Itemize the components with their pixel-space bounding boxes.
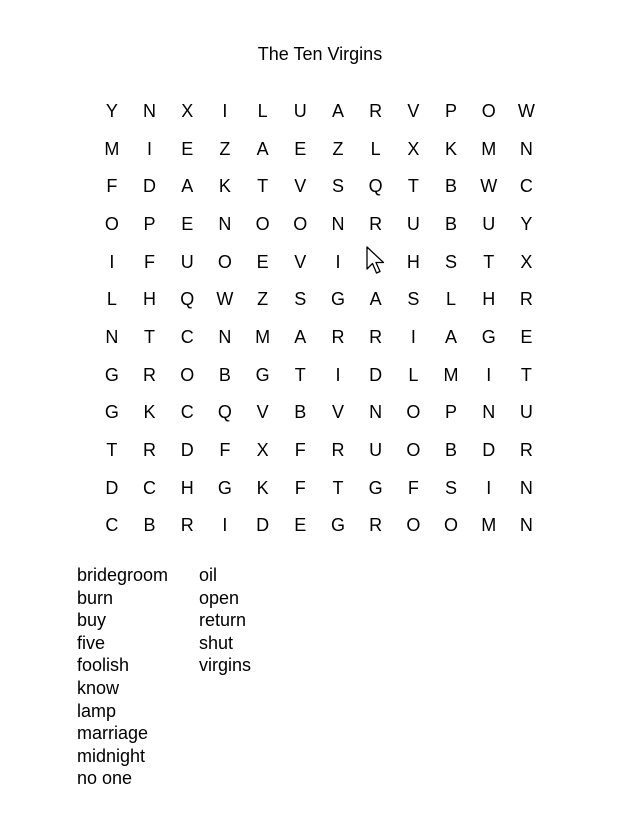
- grid-letter: W: [480, 176, 498, 197]
- grid-letter: M: [104, 138, 120, 159]
- grid-letter: U: [369, 440, 383, 461]
- grid-letter: F: [294, 477, 306, 498]
- grid-letter: P: [445, 402, 458, 423]
- grid-letter: Y: [105, 100, 118, 121]
- grid-letter: R: [519, 289, 533, 310]
- grid-letter: G: [104, 364, 119, 385]
- grid-letter: C: [143, 477, 157, 498]
- grid-letter: A: [294, 326, 307, 347]
- grid-letter: I: [147, 138, 153, 159]
- grid-letter: M: [481, 138, 497, 159]
- grid-letter: T: [257, 176, 269, 197]
- grid-letter: E: [181, 138, 194, 159]
- grid-letter: L: [446, 289, 457, 310]
- grid-letter: L: [257, 100, 268, 121]
- grid-letter: X: [256, 440, 269, 461]
- grid-letter: B: [294, 402, 307, 423]
- grid-letter: N: [218, 213, 232, 234]
- grid-letter: N: [105, 326, 119, 347]
- word-list-item: marriage: [77, 723, 149, 744]
- grid-letter: B: [445, 213, 458, 234]
- grid-letter: B: [218, 364, 231, 385]
- grid-letter: I: [486, 364, 492, 385]
- grid-letter: O: [481, 100, 496, 121]
- word-search-grid: [93, 92, 545, 544]
- mouse-pointer-icon: [365, 245, 387, 277]
- grid-letter: K: [256, 477, 269, 498]
- grid-letter: O: [406, 515, 421, 536]
- grid-letter: I: [335, 364, 341, 385]
- grid-letter: A: [181, 176, 194, 197]
- grid-letter: Y: [520, 213, 533, 234]
- grid-letter: H: [143, 289, 157, 310]
- grid-letter: N: [218, 326, 232, 347]
- word-list-item: foolish: [77, 655, 130, 676]
- grid-letter: N: [369, 402, 383, 423]
- grid-letter: N: [519, 515, 533, 536]
- grid-letter: Z: [257, 289, 269, 310]
- grid-letter: O: [217, 251, 232, 272]
- grid-letter: E: [181, 213, 194, 234]
- grid-letter: R: [369, 100, 383, 121]
- grid-letter: R: [143, 364, 157, 385]
- grid-letter: M: [255, 326, 271, 347]
- grid-letter: P: [445, 100, 458, 121]
- grid-letter: O: [180, 364, 195, 385]
- grid-letter: N: [331, 213, 345, 234]
- word-list-item: midnight: [77, 745, 146, 766]
- grid-letter: O: [255, 213, 270, 234]
- grid-letter: R: [369, 213, 383, 234]
- grid-letter: N: [519, 477, 533, 498]
- word-list-column-1: [77, 564, 168, 790]
- grid-letter: A: [256, 138, 269, 159]
- grid-letter: O: [406, 440, 421, 461]
- grid-letter: G: [481, 326, 496, 347]
- grid-letter: B: [143, 515, 156, 536]
- grid-letter: T: [294, 364, 306, 385]
- grid-letter: O: [444, 515, 459, 536]
- grid-letter: F: [106, 176, 118, 197]
- word-list-item: open: [199, 587, 240, 608]
- grid-letter: V: [407, 100, 420, 121]
- word-list-item: know: [77, 677, 120, 698]
- grid-letter: C: [105, 515, 119, 536]
- grid-letter: U: [482, 213, 496, 234]
- grid-letter: H: [180, 477, 194, 498]
- grid-letter: H: [482, 289, 496, 310]
- page-title: The Ten Virgins: [257, 44, 383, 64]
- grid-letter: R: [331, 326, 345, 347]
- grid-letter: T: [407, 176, 419, 197]
- grid-letter: I: [222, 515, 228, 536]
- grid-letter: O: [104, 213, 119, 234]
- grid-letter: A: [369, 289, 382, 310]
- grid-letter: D: [369, 364, 383, 385]
- grid-letter: O: [293, 213, 308, 234]
- grid-letter: U: [406, 213, 420, 234]
- grid-letter: C: [519, 176, 533, 197]
- grid-letter: V: [294, 176, 307, 197]
- grid-letter: X: [181, 100, 194, 121]
- grid-letter: T: [520, 364, 532, 385]
- grid-letter: L: [370, 138, 381, 159]
- grid-letter: G: [330, 289, 345, 310]
- grid-letter: F: [294, 440, 306, 461]
- grid-letter: I: [335, 251, 341, 272]
- word-list-item: shut: [199, 632, 234, 653]
- grid-letter: S: [445, 477, 458, 498]
- grid-letter: R: [143, 440, 157, 461]
- grid-letter: Z: [332, 138, 344, 159]
- grid-letter: S: [445, 251, 458, 272]
- grid-letter: R: [369, 515, 383, 536]
- grid-letter: F: [144, 251, 156, 272]
- grid-letter: T: [106, 440, 118, 461]
- grid-letter: V: [331, 402, 344, 423]
- grid-letter: T: [144, 326, 156, 347]
- grid-letter: K: [445, 138, 458, 159]
- grid-letter: Q: [368, 176, 383, 197]
- grid-letter: I: [109, 251, 115, 272]
- grid-letter: A: [445, 326, 458, 347]
- grid-letter: D: [482, 440, 496, 461]
- grid-letter: X: [520, 251, 533, 272]
- word-list-item: bridegroom: [77, 565, 169, 585]
- grid-letter: I: [410, 326, 416, 347]
- grid-letter: M: [443, 364, 459, 385]
- grid-letter: K: [143, 402, 156, 423]
- grid-letter: O: [406, 402, 421, 423]
- grid-letter: S: [331, 176, 344, 197]
- grid-letter: K: [218, 176, 231, 197]
- grid-letter: G: [368, 477, 383, 498]
- grid-letter: L: [408, 364, 419, 385]
- grid-letter: U: [180, 251, 194, 272]
- word-list-item: lamp: [77, 700, 117, 721]
- grid-letter: R: [331, 440, 345, 461]
- grid-letter: G: [104, 402, 119, 423]
- grid-letter: C: [180, 402, 194, 423]
- grid-letter: G: [330, 515, 345, 536]
- grid-letter: N: [482, 402, 496, 423]
- word-list-item: oil: [199, 565, 218, 585]
- grid-letter: Q: [217, 402, 232, 423]
- grid-letter: A: [331, 100, 344, 121]
- grid-letter: T: [483, 251, 495, 272]
- grid-letter: I: [222, 100, 228, 121]
- grid-letter: S: [294, 289, 307, 310]
- grid-letter: X: [407, 138, 420, 159]
- grid-letter: U: [293, 100, 307, 121]
- grid-letter: S: [407, 289, 420, 310]
- grid-letter: D: [105, 477, 119, 498]
- grid-letter: W: [517, 100, 535, 121]
- grid-letter: T: [332, 477, 344, 498]
- grid-letter: N: [519, 138, 533, 159]
- grid-letter: E: [294, 138, 307, 159]
- grid-letter: L: [106, 289, 117, 310]
- grid-letter: Q: [180, 289, 195, 310]
- grid-letter: W: [216, 289, 234, 310]
- grid-letter: V: [256, 402, 269, 423]
- grid-letter: D: [143, 176, 157, 197]
- grid-letter: R: [180, 515, 194, 536]
- grid-letter: G: [217, 477, 232, 498]
- grid-letter: R: [519, 440, 533, 461]
- grid-letter: B: [445, 176, 458, 197]
- grid-letter: F: [219, 440, 231, 461]
- grid-letter: D: [256, 515, 270, 536]
- grid-letter: D: [180, 440, 194, 461]
- word-list-item: virgins: [199, 655, 252, 676]
- grid-letter: V: [294, 251, 307, 272]
- grid-letter: N: [143, 100, 157, 121]
- word-list-item: burn: [77, 587, 114, 608]
- grid-letter: E: [520, 326, 533, 347]
- word-list-item: buy: [77, 610, 107, 631]
- grid-letter: Z: [219, 138, 231, 159]
- grid-letter: B: [445, 440, 458, 461]
- grid-letter: E: [294, 515, 307, 536]
- grid-letter: G: [255, 364, 270, 385]
- word-list-item: no one: [77, 768, 133, 789]
- grid-letter: C: [180, 326, 194, 347]
- word-list-column-2: [199, 564, 251, 677]
- grid-letter: E: [256, 251, 269, 272]
- grid-letter: H: [406, 251, 420, 272]
- word-list-item: return: [199, 610, 247, 631]
- word-list-item: five: [77, 632, 106, 653]
- grid-letter: U: [519, 402, 533, 423]
- grid-letter: I: [486, 477, 492, 498]
- grid-letter: R: [369, 326, 383, 347]
- grid-letter: M: [481, 515, 497, 536]
- grid-letter: F: [407, 477, 419, 498]
- grid-letter: P: [143, 213, 156, 234]
